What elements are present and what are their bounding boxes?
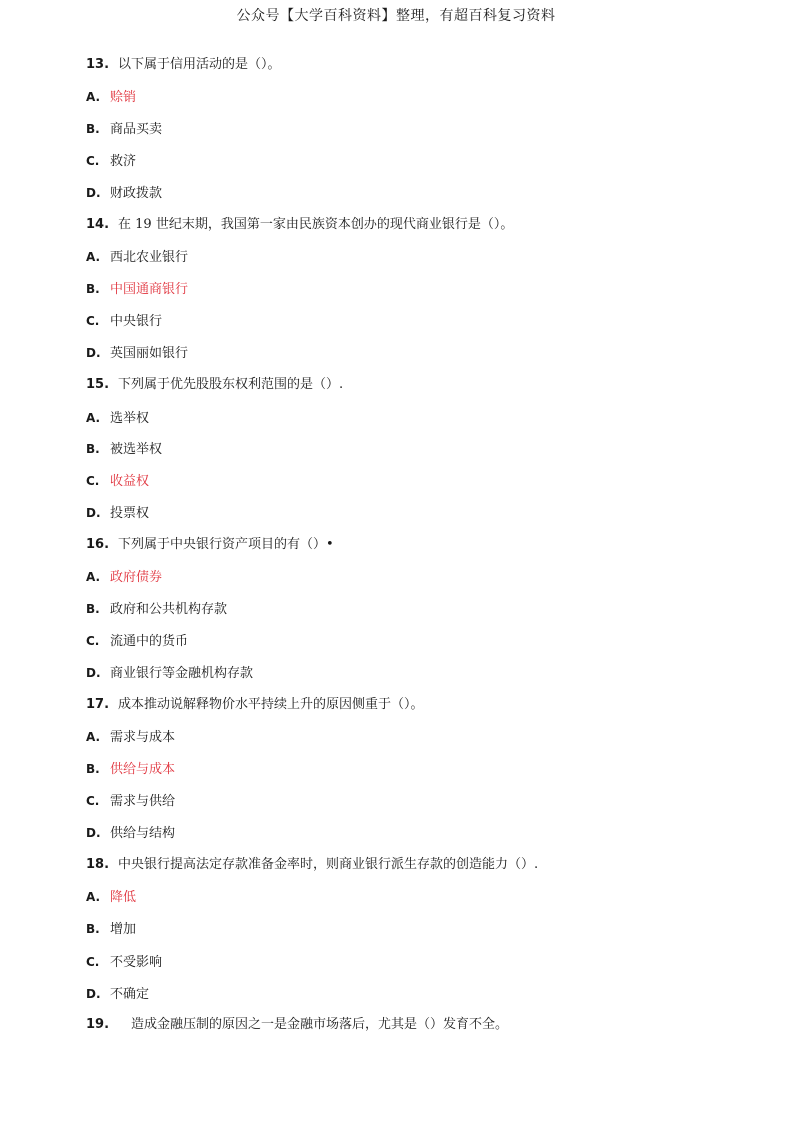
question-number: 16.	[86, 537, 110, 552]
page-header: 公众号【大学百科资料】整理，有超百科复习资料	[236, 8, 556, 24]
option-letter: B.	[86, 282, 100, 296]
question-13	[86, 57, 281, 73]
option-text: 选举权	[110, 411, 150, 426]
option-letter: A.	[86, 890, 101, 904]
option-letter: A.	[86, 730, 101, 744]
option-letter: C.	[86, 794, 100, 808]
option-letter: A.	[86, 250, 101, 264]
option-16-a	[86, 569, 162, 586]
option-letter: C.	[86, 634, 100, 648]
option-text: 赊销	[110, 90, 137, 105]
option-13-c	[86, 153, 136, 170]
option-letter: D.	[86, 666, 101, 680]
option-letter: C.	[86, 955, 100, 969]
option-letter: A.	[86, 411, 101, 425]
question-text: 下列属于优先股股东权利范围的是（）.	[118, 377, 344, 392]
option-letter: A.	[86, 570, 101, 584]
question-number: 19.	[86, 1017, 110, 1032]
option-letter: A.	[86, 90, 101, 104]
option-15-c	[86, 473, 149, 490]
question-number: 18.	[86, 857, 110, 872]
option-letter: D.	[86, 987, 101, 1001]
option-15-b	[86, 441, 162, 458]
option-text: 降低	[110, 890, 137, 905]
question-number: 14.	[86, 217, 110, 232]
option-16-b	[86, 601, 227, 618]
question-17	[86, 697, 424, 713]
question-15	[86, 377, 343, 393]
option-18-a	[86, 889, 136, 906]
option-letter: D.	[86, 826, 101, 840]
option-letter: C.	[86, 314, 100, 328]
option-text: 流通中的货币	[110, 634, 189, 649]
option-letter: C.	[86, 154, 100, 168]
question-text: 造成金融压制的原因之一是金融市场落后，尤其是（）发育不全。	[131, 1017, 509, 1032]
question-number: 13.	[86, 57, 110, 72]
option-letter: D.	[86, 506, 101, 520]
option-text: 中央银行	[110, 314, 163, 329]
option-text: 收益权	[110, 474, 150, 489]
option-letter: D.	[86, 186, 101, 200]
option-letter: B.	[86, 922, 100, 936]
option-text: 投票权	[110, 506, 150, 521]
option-13-a	[86, 89, 136, 106]
question-18	[86, 857, 538, 873]
option-text: 商品买卖	[110, 122, 163, 137]
option-17-a	[86, 729, 175, 746]
question-text: 成本推动说解释物价水平持续上升的原因侧重于（）。	[118, 697, 424, 712]
question-14	[86, 217, 513, 233]
option-letter: B.	[86, 762, 100, 776]
option-18-b	[86, 921, 136, 938]
option-text: 需求与供给	[110, 794, 176, 809]
option-16-c	[86, 633, 188, 650]
option-15-a	[86, 410, 149, 427]
question-text: 在 19 世纪末期，我国第一家由民族资本创办的现代商业银行是（）。	[118, 217, 514, 232]
option-text: 政府和公共机构存款	[110, 602, 228, 617]
option-14-d	[86, 345, 188, 362]
option-letter: B.	[86, 442, 100, 456]
question-number: 15.	[86, 377, 110, 392]
option-text: 中国通商银行	[110, 282, 189, 297]
option-text: 增加	[110, 922, 137, 937]
option-text: 救济	[110, 154, 137, 169]
option-14-c	[86, 313, 162, 330]
option-17-c	[86, 793, 175, 810]
question-text: 下列属于中央银行资产项目的有（）•	[118, 537, 334, 552]
option-13-b	[86, 121, 162, 138]
option-letter: D.	[86, 346, 101, 360]
option-text: 西北农业银行	[110, 250, 189, 265]
option-letter: B.	[86, 602, 100, 616]
option-text: 不受影响	[110, 955, 163, 970]
option-16-d	[86, 665, 253, 682]
option-text: 供给与结构	[110, 826, 176, 841]
question-number: 17.	[86, 697, 110, 712]
option-15-d	[86, 505, 149, 522]
option-letter: B.	[86, 122, 100, 136]
option-text: 需求与成本	[110, 730, 176, 745]
option-text: 财政拨款	[110, 186, 163, 201]
option-14-b	[86, 281, 188, 298]
option-17-d	[86, 825, 175, 842]
question-19	[86, 1017, 508, 1033]
option-text: 供给与成本	[110, 762, 176, 777]
question-text: 以下属于信用活动的是（）。	[118, 57, 281, 72]
option-text: 政府债券	[110, 570, 163, 585]
question-text: 中央银行提高法定存款准备金率时，则商业银行派生存款的创造能力（）.	[118, 857, 539, 872]
option-text: 被选举权	[110, 442, 163, 457]
option-letter: C.	[86, 474, 100, 488]
option-text: 不确定	[110, 987, 150, 1002]
option-17-b	[86, 761, 175, 778]
option-text: 英国丽如银行	[110, 346, 189, 361]
option-14-a	[86, 249, 188, 266]
option-text: 商业银行等金融机构存款	[110, 666, 254, 681]
option-13-d	[86, 185, 162, 202]
question-16	[86, 537, 334, 553]
option-18-c	[86, 954, 162, 971]
option-18-d	[86, 986, 149, 1003]
